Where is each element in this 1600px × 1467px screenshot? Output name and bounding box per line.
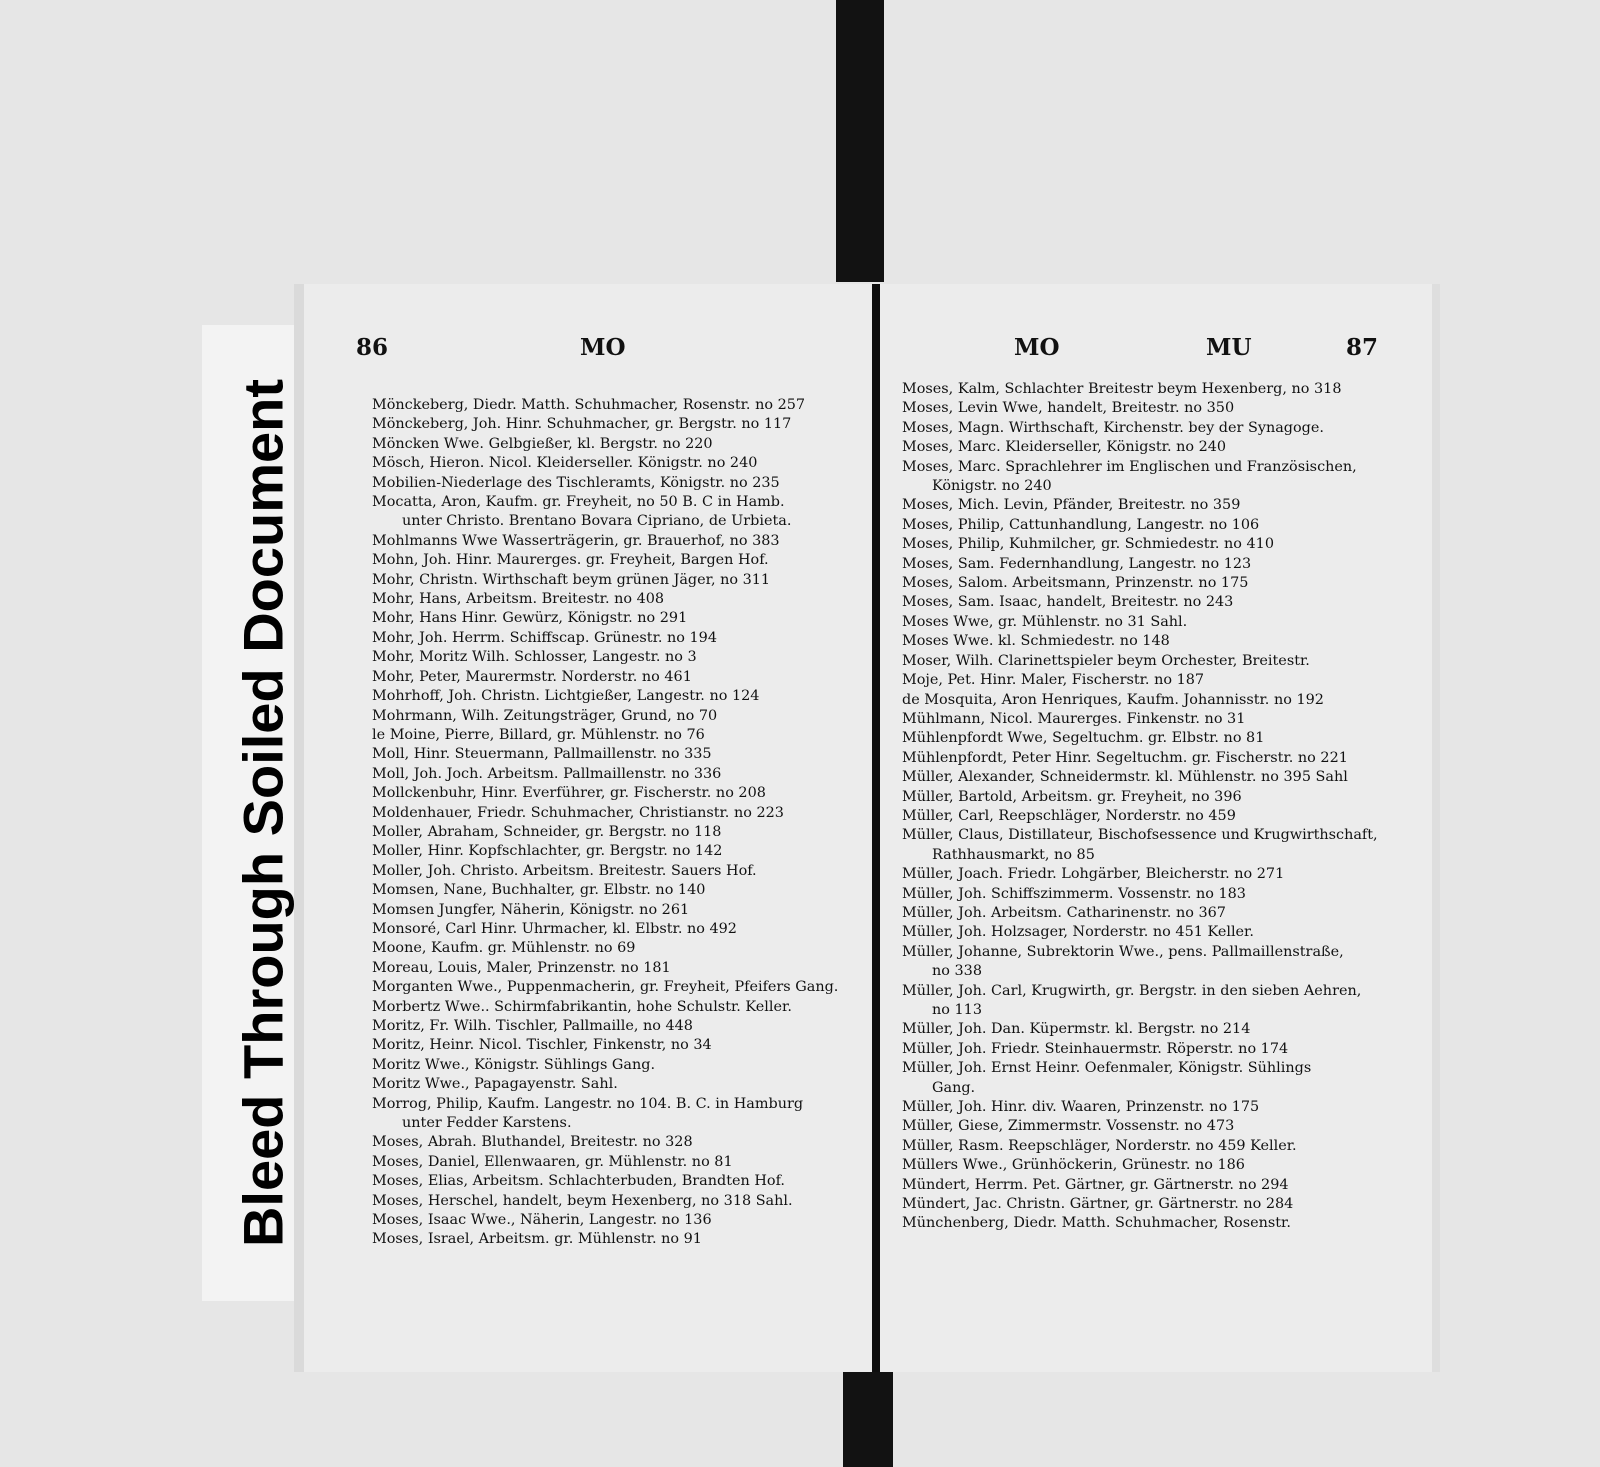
- directory-entry: Moses, Levin Wwe, handelt, Breitestr. no 350: [902, 400, 1235, 417]
- directory-entry: le Moine, Pierre, Billard, gr. Mühlenstr. no 76: [372, 726, 705, 743]
- directory-entry: Mocatta, Aron, Kaufm. gr. Freyheit, no 50 B. C in Hamb.: [372, 494, 785, 511]
- stamp-text: Bleed Through Soiled Document: [231, 378, 295, 1248]
- directory-entry: Moses, Salom. Arbeitsmann, Prinzenstr. no 175: [902, 575, 1249, 592]
- directory-entry: Mobilien-Niederlage des Tischleramts, Königstr. no 235: [372, 474, 780, 491]
- directory-entry: Müller, Joh. Ernst Heinr. Oefenmaler, Königstr. Sühlings: [902, 1060, 1312, 1077]
- directory-entry: Müller, Alexander, Schneidermstr. kl. Mühlenstr. no 395 Sahl: [902, 769, 1348, 786]
- directory-entry: unter Fedder Karstens.: [402, 1115, 572, 1132]
- directory-entry: Moses, Mich. Levin, Pfänder, Breitestr. no 359: [902, 497, 1241, 514]
- directory-entry: Mohr, Joh. Herrm. Schiffscap. Grünestr. no 194: [372, 629, 717, 646]
- directory-entry: Moses, Elias, Arbeitsm. Schlachterbuden, Brandten Hof.: [372, 1173, 785, 1190]
- page-number-left: 86: [356, 334, 389, 361]
- directory-entry: Moone, Kaufm. gr. Mühlenstr. no 69: [372, 940, 636, 957]
- directory-entry: Müller, Johanne, Subrektorin Wwe., pens. Pallmaillenstraße,: [902, 943, 1344, 960]
- directory-entry: Moses, Marc. Sprachlehrer im Englischen und Französischen,: [902, 458, 1357, 475]
- directory-entry: Müllers Wwe., Grünhöckerin, Grünestr. no 186: [902, 1157, 1245, 1174]
- directory-entry: Mühlenpfordt Wwe, Segeltuchm. gr. Elbstr. no 81: [902, 730, 1265, 747]
- directory-entry: Mösch, Hieron. Nicol. Kleiderseller. Königstr. no 240: [372, 455, 758, 472]
- directory-entry: Momsen Jungfer, Näherin, Königstr. no 261: [372, 901, 690, 918]
- running-head-right-mo: MO: [1014, 334, 1060, 361]
- directory-entry: de Mosquita, Aron Henriques, Kaufm. Johannisstr. no 192: [902, 691, 1324, 708]
- directory-entry: no 113: [932, 1002, 982, 1018]
- directory-entry: Moritz, Heinr. Nicol. Tischler, Finkenstr, no 34: [372, 1037, 712, 1054]
- binding-spine-bottom: [843, 1372, 893, 1467]
- directory-entry: Mollckenbuhr, Hinr. Everführer, gr. Fischerstr. no 208: [372, 785, 766, 802]
- directory-entry: Müller, Joh. Holzsager, Norderstr. no 451 Keller.: [902, 924, 1254, 941]
- directory-entry: Moses, Isaac Wwe., Näherin, Langestr. no 136: [372, 1212, 712, 1229]
- directory-entry: Müller, Joh. Arbeitsm. Catharinenstr. no 367: [902, 904, 1226, 921]
- right-page: [880, 284, 1440, 1372]
- directory-entry: Mühlenpfordt, Peter Hinr. Segeltuchm. gr. Fischerstr. no 221: [902, 749, 1348, 766]
- directory-entry: Müller, Bartold, Arbeitsm. gr. Freyheit, no 396: [902, 788, 1242, 805]
- directory-entry: Moritz Wwe., Königstr. Sühlings Gang.: [372, 1056, 656, 1073]
- directory-entry: Rathhausmarkt, no 85: [932, 846, 1095, 863]
- directory-entry: Moller, Joh. Christo. Arbeitsm. Breitestr. Sauers Hof.: [372, 862, 757, 879]
- directory-entry: Müller, Giese, Zimmermstr. Vossenstr. no 473: [902, 1118, 1235, 1135]
- running-head-left: MO: [580, 334, 626, 361]
- directory-entry: Königstr. no 240: [932, 478, 1052, 495]
- directory-entry: Mohr, Christn. Wirthschaft beym grünen Jäger, no 311: [372, 571, 771, 588]
- directory-entry: Möncken Wwe. Gelbgießer, kl. Bergstr. no 220: [372, 435, 713, 452]
- binding-spine-top: [836, 0, 884, 282]
- directory-entry: Mohrhoff, Joh. Christn. Lichtgießer, Langestr. no 124: [372, 688, 760, 705]
- directory-entry: Moses, Daniel, Ellenwaaren, gr. Mühlenstr. no 81: [372, 1153, 733, 1170]
- page-number-right: 87: [1346, 334, 1379, 361]
- directory-entry: Moritz Wwe., Papagayenstr. Sahl.: [372, 1076, 618, 1093]
- directory-entry: Moses, Kalm, Schlachter Breitestr beym Hexenberg, no 318: [902, 381, 1342, 397]
- directory-entry: Mohr, Moritz Wilh. Schlosser, Langestr. no 3: [372, 649, 697, 666]
- directory-entry: Mönckeberg, Diedr. Matth. Schuhmacher, Rosenstr. no 257: [372, 397, 806, 413]
- directory-entry: Münchenberg, Diedr. Matth. Schuhmacher, Rosenstr.: [902, 1215, 1291, 1232]
- directory-entry: Morganten Wwe., Puppenmacherin, gr. Freyheit, Pfeifers Gang.: [372, 979, 839, 996]
- directory-entry: Moll, Joh. Joch. Arbeitsm. Pallmaillenstr. no 336: [372, 765, 722, 782]
- directory-entry: Mündert, Jac. Christn. Gärtner, gr. Gärtnerstr. no 284: [902, 1196, 1294, 1213]
- directory-entry: Moses Wwe. kl. Schmiedestr. no 148: [902, 633, 1170, 650]
- directory-entry: Müller, Carl, Reepschläger, Norderstr. no 459: [902, 807, 1236, 824]
- directory-entry: Moller, Abraham, Schneider, gr. Bergstr. no 118: [372, 823, 722, 840]
- directory-entry: Moldenhauer, Friedr. Schuhmacher, Christianstr. no 223: [372, 804, 784, 821]
- directory-entry: Müller, Joh. Hinr. div. Waaren, Prinzenstr. no 175: [902, 1099, 1260, 1116]
- directory-entry: Moses, Israel, Arbeitsm. gr. Mühlenstr. no 91: [372, 1231, 702, 1248]
- running-head-right-mu: MU: [1206, 334, 1252, 361]
- directory-entry: Morbertz Wwe.. Schirmfabrikantin, hohe Schulstr. Keller.: [372, 998, 792, 1015]
- directory-entry: Müller, Joh. Schiffszimmerm. Vossenstr. no 183: [902, 885, 1246, 902]
- directory-entry: Mündert, Herrm. Pet. Gärtner, gr. Gärtnerstr. no 294: [902, 1176, 1289, 1193]
- directory-entry: Moser, Wilh. Clarinettspieler beym Orchester, Breitestr.: [902, 652, 1310, 669]
- directory-entry: no 338: [932, 963, 982, 980]
- directory-entry: Moses, Philip, Cattunhandlung, Langestr. no 106: [902, 516, 1260, 533]
- directory-entry: Mohrmann, Wilh. Zeitungsträger, Grund, no 70: [372, 707, 718, 724]
- directory-entry: Moller, Hinr. Kopfschlachter, gr. Bergstr. no 142: [372, 843, 723, 860]
- directory-entry: Mohn, Joh. Hinr. Maurerges. gr. Freyheit, Bargen Hof.: [372, 552, 769, 569]
- directory-entry: Moll, Hinr. Steuermann, Pallmaillenstr. no 335: [372, 746, 712, 763]
- directory-entry: Moritz, Fr. Wilh. Tischler, Pallmaille, no 448: [372, 1018, 693, 1034]
- directory-entry: Müller, Rasm. Reepschläger, Norderstr. no 459 Keller.: [902, 1137, 1297, 1154]
- directory-entry: Momsen, Nane, Buchhalter, gr. Elbstr. no 140: [372, 882, 706, 899]
- directory-entry: Moreau, Louis, Maler, Prinzenstr. no 181: [372, 959, 671, 976]
- directory-entry: Monsoré, Carl Hinr. Uhrmacher, kl. Elbstr. no 492: [372, 920, 737, 937]
- directory-entry: Mohr, Hans, Arbeitsm. Breitestr. no 408: [372, 591, 665, 608]
- directory-entry: Müller, Joach. Friedr. Lohgärber, Bleicherstr. no 271: [902, 866, 1285, 883]
- directory-entry: Morrog, Philip, Kaufm. Langestr. no 104. B. C. in Hamburg: [372, 1095, 804, 1112]
- directory-entry: Müller, Joh. Dan. Küpermstr. kl. Bergstr. no 214: [902, 1021, 1251, 1038]
- directory-entry: Mohr, Hans Hinr. Gewürz, Königstr. no 291: [372, 610, 688, 627]
- directory-entry: Moses, Magn. Wirthschaft, Kirchenstr. bey der Synagoge.: [902, 419, 1324, 436]
- directory-entry: Mohr, Peter, Maurermstr. Norderstr. no 461: [372, 668, 692, 685]
- directory-entry: Mohlmanns Wwe Wasserträgerin, gr. Brauerhof, no 383: [372, 532, 780, 549]
- directory-entry: Moses, Abrah. Bluthandel, Breitestr. no 328: [372, 1134, 693, 1151]
- directory-entry: Müller, Claus, Distillateur, Bischofsessence und Krugwirthschaft,: [902, 827, 1378, 844]
- directory-entry: Müller, Joh. Carl, Krugwirth, gr. Bergstr. in den sieben Aehren,: [902, 982, 1362, 999]
- directory-entry: Moses Wwe, gr. Mühlenstr. no 31 Sahl.: [902, 613, 1188, 630]
- directory-entry: Müller, Joh. Friedr. Steinhauermstr. Röperstr. no 174: [902, 1040, 1289, 1057]
- directory-entry: Moses, Herschel, handelt, beym Hexenberg, no 318 Sahl.: [372, 1192, 793, 1209]
- directory-entry: Gang.: [932, 1079, 976, 1096]
- directory-entry: Mühlmann, Nicol. Maurerges. Finkenstr. no 31: [902, 710, 1246, 727]
- directory-entry: Moje, Pet. Hinr. Maler, Fischerstr. no 187: [902, 672, 1205, 689]
- directory-entry: Moses, Philip, Kuhmilcher, gr. Schmiedestr. no 410: [902, 536, 1274, 553]
- directory-entry: Mönckeberg, Joh. Hinr. Schuhmacher, gr. Bergstr. no 117: [372, 416, 792, 433]
- directory-entry: unter Christo. Brentano Bovara Cipriano, de Urbieta.: [402, 513, 792, 530]
- directory-entry: Moses, Sam. Isaac, handelt, Breitestr. no 243: [902, 594, 1234, 611]
- left-page: [294, 284, 876, 1372]
- right-entry-list: [902, 380, 1422, 1234]
- directory-entry: Moses, Marc. Kleiderseller, Königstr. no 240: [902, 439, 1227, 456]
- directory-entry: Moses, Sam. Federnhandlung, Langestr. no 123: [902, 555, 1252, 572]
- left-entry-list: [372, 396, 862, 1250]
- page-gutter: [872, 284, 880, 1372]
